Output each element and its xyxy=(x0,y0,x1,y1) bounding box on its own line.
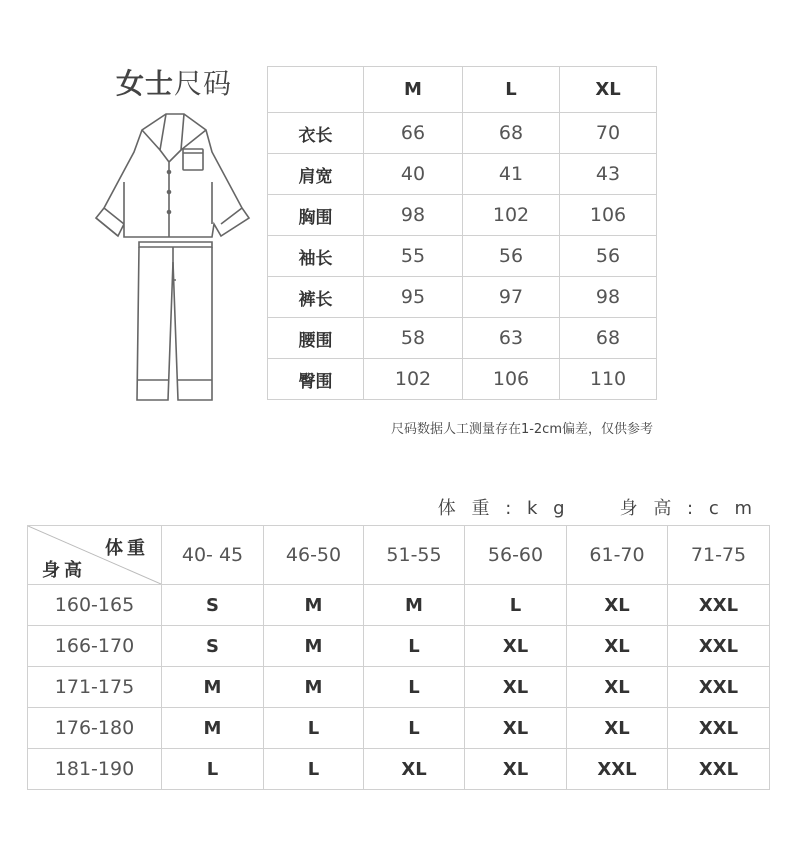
weight-range-header: 46-50 xyxy=(264,526,364,585)
size-value: M xyxy=(364,585,465,626)
measurement-value: 70 xyxy=(560,113,657,154)
measurement-value: 110 xyxy=(560,359,657,400)
size-value: XL xyxy=(567,708,668,749)
size-value: XL xyxy=(465,708,567,749)
measurement-value: 55 xyxy=(364,236,463,277)
size-value: XXL xyxy=(567,749,668,790)
size-value: XL xyxy=(567,626,668,667)
corner-diagonal xyxy=(28,526,161,584)
measurement-value: 102 xyxy=(364,359,463,400)
column-header-l: L xyxy=(463,67,560,113)
table-header-row xyxy=(268,67,657,113)
table-row xyxy=(268,113,657,154)
measurement-value: 98 xyxy=(364,195,463,236)
size-value: XL xyxy=(465,749,567,790)
size-value: L xyxy=(264,708,364,749)
size-value: L xyxy=(162,749,264,790)
row-label: 衣长 xyxy=(268,113,364,154)
measurement-table xyxy=(267,66,657,400)
size-value: XL xyxy=(364,749,465,790)
weight-range-header: 71-75 xyxy=(668,526,770,585)
size-value: M xyxy=(264,667,364,708)
size-value: XXL xyxy=(668,749,770,790)
measurement-note: 尺码数据人工测量存在1-2cm偏差，仅供参考 xyxy=(390,422,653,437)
table-row xyxy=(28,708,770,749)
size-value: L xyxy=(364,626,465,667)
table-row xyxy=(268,236,657,277)
measurement-value: 97 xyxy=(463,277,560,318)
table-row xyxy=(28,585,770,626)
size-value: XL xyxy=(465,667,567,708)
column-header-m: M xyxy=(364,67,463,113)
table-header-row xyxy=(28,526,770,585)
weight-range-header: 61-70 xyxy=(567,526,668,585)
height-unit: 身 高 : c m xyxy=(619,498,757,519)
size-value: L xyxy=(364,708,465,749)
measurement-value: 106 xyxy=(463,359,560,400)
height-range: 181-190 xyxy=(28,749,162,790)
size-value: XXL xyxy=(668,626,770,667)
size-value: L xyxy=(364,667,465,708)
weight-unit: 体 重 : k g xyxy=(437,498,570,519)
size-value: M xyxy=(162,667,264,708)
title-regular: 尺码 xyxy=(174,67,233,100)
measurement-value: 56 xyxy=(560,236,657,277)
size-value: XL xyxy=(567,585,668,626)
title-bold: 女士 xyxy=(116,67,175,100)
row-label: 裤长 xyxy=(268,277,364,318)
size-value: S xyxy=(162,626,264,667)
size-value: XXL xyxy=(668,667,770,708)
column-header-xl: XL xyxy=(560,67,657,113)
measurement-value: 66 xyxy=(364,113,463,154)
measurement-value: 102 xyxy=(463,195,560,236)
row-label: 腰围 xyxy=(268,318,364,359)
weight-range-header: 51-55 xyxy=(364,526,465,585)
row-label: 肩宽 xyxy=(268,154,364,195)
measurement-value: 58 xyxy=(364,318,463,359)
table-row xyxy=(268,154,657,195)
corner-cell xyxy=(28,526,162,585)
measurement-value: 63 xyxy=(463,318,560,359)
measurement-value: 68 xyxy=(560,318,657,359)
table-row xyxy=(28,667,770,708)
size-recommendation-table xyxy=(27,525,770,790)
measurement-value: 68 xyxy=(463,113,560,154)
size-value: L xyxy=(264,749,364,790)
table-row xyxy=(28,626,770,667)
table-row xyxy=(268,195,657,236)
table-row xyxy=(268,359,657,400)
corner-height-label: 身高 xyxy=(42,560,86,581)
height-range: 160-165 xyxy=(28,585,162,626)
measurement-value: 106 xyxy=(560,195,657,236)
weight-range-header: 40- 45 xyxy=(162,526,264,585)
corner-weight-label: 体重 xyxy=(105,538,149,559)
row-label: 臀围 xyxy=(268,359,364,400)
height-range: 166-170 xyxy=(28,626,162,667)
units-label xyxy=(438,494,757,520)
height-range: 176-180 xyxy=(28,708,162,749)
corner-cell xyxy=(268,67,364,113)
size-value: S xyxy=(162,585,264,626)
measurement-value: 43 xyxy=(560,154,657,195)
table-row xyxy=(28,749,770,790)
row-label: 胸围 xyxy=(268,195,364,236)
weight-range-header: 56-60 xyxy=(465,526,567,585)
table-row xyxy=(268,277,657,318)
size-value: L xyxy=(465,585,567,626)
table-row xyxy=(268,318,657,359)
height-range: 171-175 xyxy=(28,667,162,708)
size-value: XL xyxy=(465,626,567,667)
measurement-value: 40 xyxy=(364,154,463,195)
pajama-illustration-icon xyxy=(94,112,254,404)
size-value: M xyxy=(264,626,364,667)
measurement-value: 98 xyxy=(560,277,657,318)
page-title xyxy=(116,62,232,102)
measurement-value: 95 xyxy=(364,277,463,318)
size-value: XXL xyxy=(668,708,770,749)
size-value: XXL xyxy=(668,585,770,626)
row-label: 袖长 xyxy=(268,236,364,277)
size-value: M xyxy=(264,585,364,626)
measurement-value: 56 xyxy=(463,236,560,277)
size-value: XL xyxy=(567,667,668,708)
measurement-value: 41 xyxy=(463,154,560,195)
size-value: M xyxy=(162,708,264,749)
